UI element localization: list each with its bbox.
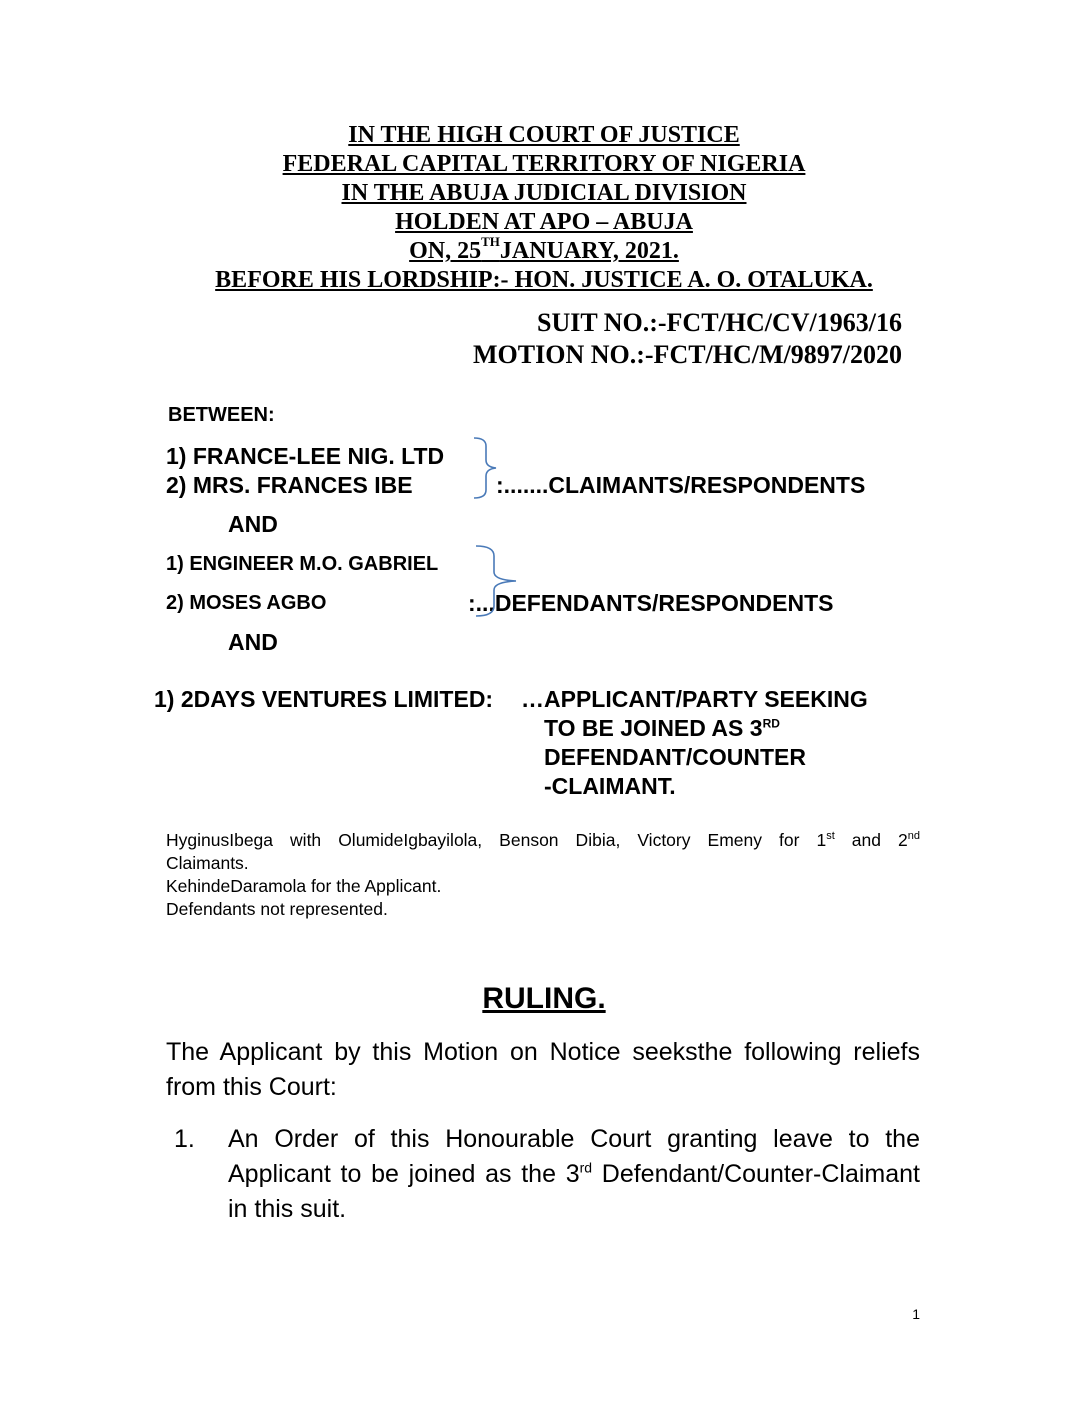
appearance-applicant: KehindeDaramola for the Applicant.: [166, 876, 442, 896]
appearance-claimants: HyginusIbega with OlumideIgbayilola, Benson Dibia, Victory Emeny for 1st and 2nd: [166, 830, 920, 850]
heading-holden: HOLDEN AT APO – ABUJA: [395, 209, 693, 235]
claimants-brace-icon: [470, 436, 510, 500]
motion-number: MOTION NO.:-FCT/HC/M/9897/2020: [473, 340, 902, 369]
page-number: 1: [912, 1306, 920, 1322]
court-heading: [0, 121, 1088, 295]
applicant-name: 1) 2DAYS VENTURES LIMITED:: [154, 686, 494, 712]
ruling-title: RULING.: [482, 982, 606, 1015]
defendants-role: :...DEFENDANTS/RESPONDENTS: [468, 590, 834, 616]
relief-text: An Order of this Honourable Court granting leave to the Applicant to be joined as the 3rd Defendant/Counter-Claimant in this suit.: [228, 1125, 921, 1223]
heading-territory: FEDERAL CAPITAL TERRITORY OF NIGERIA: [282, 151, 806, 177]
defendants-brace-icon: [474, 544, 524, 618]
claimants-role: :.......CLAIMANTS/RESPONDENTS: [496, 472, 866, 498]
heading-court: IN THE HIGH COURT OF JUSTICE: [348, 122, 740, 148]
appearance-defendants: Defendants not represented.: [166, 899, 388, 919]
claimant-2: 2) MRS. FRANCES IBE: [166, 472, 413, 498]
defendant-1: 1) ENGINEER M.O. GABRIEL: [166, 553, 439, 575]
and-separator-2: AND: [228, 629, 278, 655]
heading-date: ON, 25THJANUARY, 2021.: [409, 234, 679, 264]
and-separator-1: AND: [228, 511, 278, 537]
claimant-1: 1) FRANCE-LEE NIG. LTD: [166, 443, 445, 469]
applicant-role-line-1: …APPLICANT/PARTY SEEKING: [521, 686, 868, 712]
between-label: BETWEEN:: [168, 404, 275, 426]
appearance-claimants-cont: Claimants.: [166, 853, 249, 873]
applicant-role-line-4: -CLAIMANT.: [544, 773, 676, 799]
heading-judge: BEFORE HIS LORDSHIP:- HON. JUSTICE A. O. OTALUKA.: [215, 267, 873, 293]
applicant-role-line-2: TO BE JOINED AS 3RD: [544, 715, 780, 741]
heading-division: IN THE ABUJA JUDICIAL DIVISION: [341, 180, 747, 206]
ruling-intro: The Applicant by this Motion on Notice seeksthe following reliefs from this Court:: [166, 1038, 920, 1101]
defendant-2: 2) MOSES AGBO: [166, 592, 327, 614]
suit-number: SUIT NO.:-FCT/HC/CV/1963/16: [537, 308, 902, 337]
applicant-role-line-3: DEFENDANT/COUNTER: [544, 744, 806, 770]
relief-number: 1.: [174, 1125, 195, 1153]
